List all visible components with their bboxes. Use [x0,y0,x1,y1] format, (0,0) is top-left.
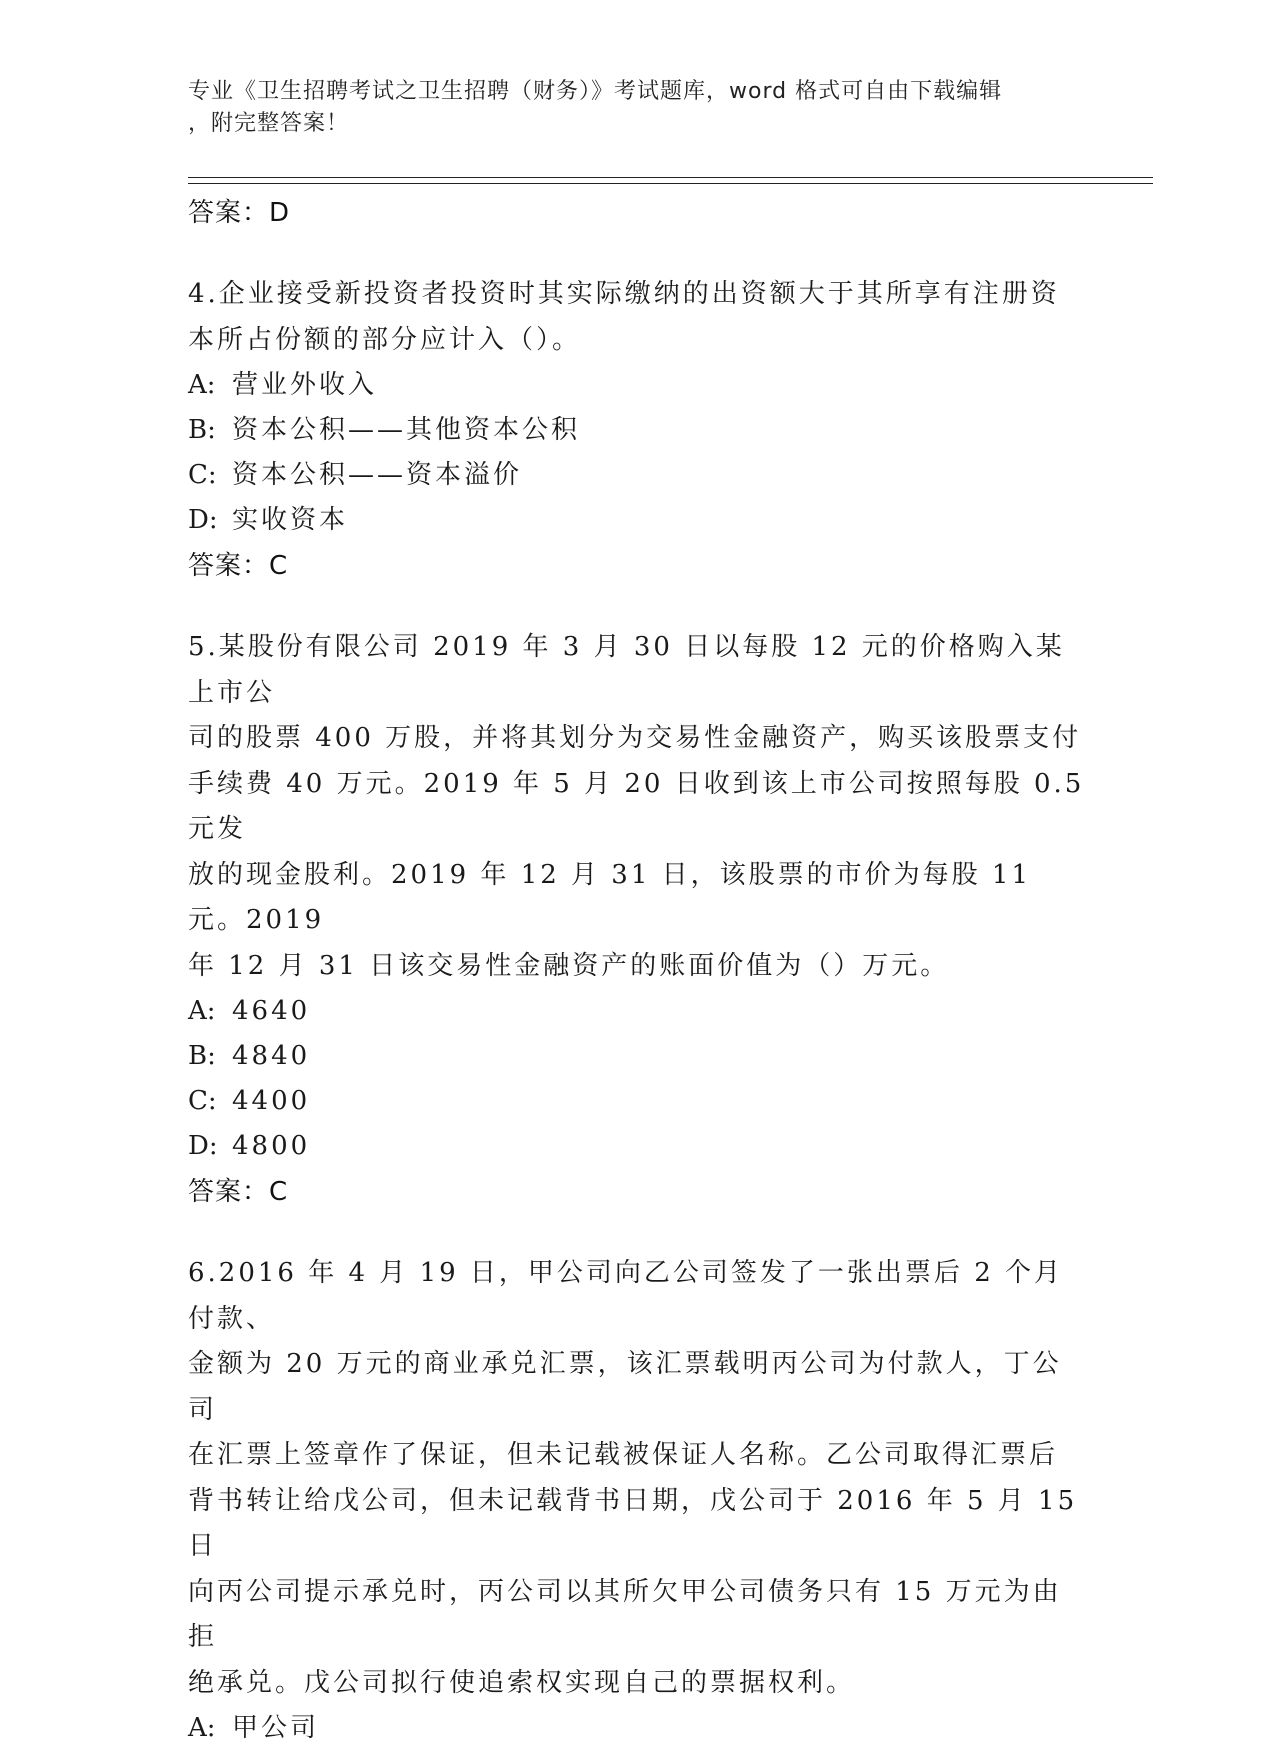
question-line: 6.2016 年 4 月 19 日，甲公司向乙公司签发了一张出票后 2 个月付款、 [188,1258,1063,1334]
document-header [188,76,1088,140]
option-text: 4840 [232,1041,311,1071]
option-text: 4640 [232,996,311,1026]
question-line: 4.企业接受新投资者投资时其实际缴纳的出资额大于其所享有注册资 [188,279,1060,309]
document-body [188,190,1088,1751]
question-line: 金额为 20 万元的商业承兑汇票，该汇票载明丙公司为付款人，丁公司 [188,1349,1062,1425]
option-key: A: [188,370,216,400]
option-text: 资本公积——资本溢价 [232,460,523,490]
option-c [188,1079,1088,1124]
option-d [188,498,1088,543]
option-key: B: [188,1041,216,1071]
option-key: C: [188,1086,217,1116]
option-text: 4800 [232,1131,311,1161]
question-line: 5.某股份有限公司 2019 年 3 月 30 日以每股 12 元的价格购入某上市公 [188,632,1065,708]
option-key: A: [188,996,216,1026]
question-text [188,1251,1088,1706]
question-4 [188,272,1088,589]
question-line: 在汇票上签章作了保证，但未记载被保证人名称。乙公司取得汇票后 [188,1440,1059,1470]
option-d [188,1124,1088,1169]
option-text: 4400 [232,1086,311,1116]
question-5 [188,625,1088,1215]
option-key: B: [188,415,216,445]
option-a [188,989,1088,1034]
question-line: 放的现金股利。2019 年 12 月 31 日，该股票的市价为每股 11 元。2019 [188,859,1032,935]
header-line-1: 专业《卫生招聘考试之卫生招聘（财务）》考试题库，word 格式可自由下载编辑 [188,79,1003,104]
question-text [188,272,1088,363]
option-b [188,1034,1088,1079]
option-text: 资本公积——其他资本公积 [232,415,581,445]
answer-line: 答案：C [188,1177,289,1207]
option-key: C: [188,460,217,490]
header-rule-bottom [188,183,1153,184]
option-a [188,363,1088,408]
answer-line: 答案：C [188,551,289,581]
option-key: A: [188,1713,216,1743]
question-6 [188,1251,1088,1751]
question-line: 年 12 月 31 日该交易性金融资产的账面价值为（）万元。 [188,950,950,981]
option-text: 甲公司 [232,1713,320,1743]
header-line-2: ，附完整答案！ [188,111,350,136]
question-line: 绝承兑。戊公司拟行使追索权实现自己的票据权利。 [188,1667,856,1698]
option-b [188,408,1088,453]
question-text [188,625,1088,989]
question-line: 向丙公司提示承兑时，丙公司以其所欠甲公司债务只有 15 万元为由拒 [188,1576,1062,1652]
option-text: 实收资本 [232,505,349,535]
option-a [188,1706,1088,1751]
answer-line: 答案：D [188,198,291,228]
option-c [188,453,1088,498]
option-text: 营业外收入 [232,370,378,400]
question-line: 司的股票 400 万股，并将其划分为交易性金融资产，购买该股票支付 [188,723,1082,753]
question-line: 手续费 40 万元。2019 年 5 月 20 日收到该上市公司按照每股 0.5 元发 [188,768,1085,844]
question-line: 背书转让给戊公司，但未记载背书日期，戊公司于 2016 年 5 月 15 日 [188,1485,1078,1561]
header-rule-top [188,177,1153,178]
option-key: D: [188,505,218,535]
question-line: 本所占份额的部分应计入（）。 [188,324,582,355]
option-key: D: [188,1131,218,1161]
